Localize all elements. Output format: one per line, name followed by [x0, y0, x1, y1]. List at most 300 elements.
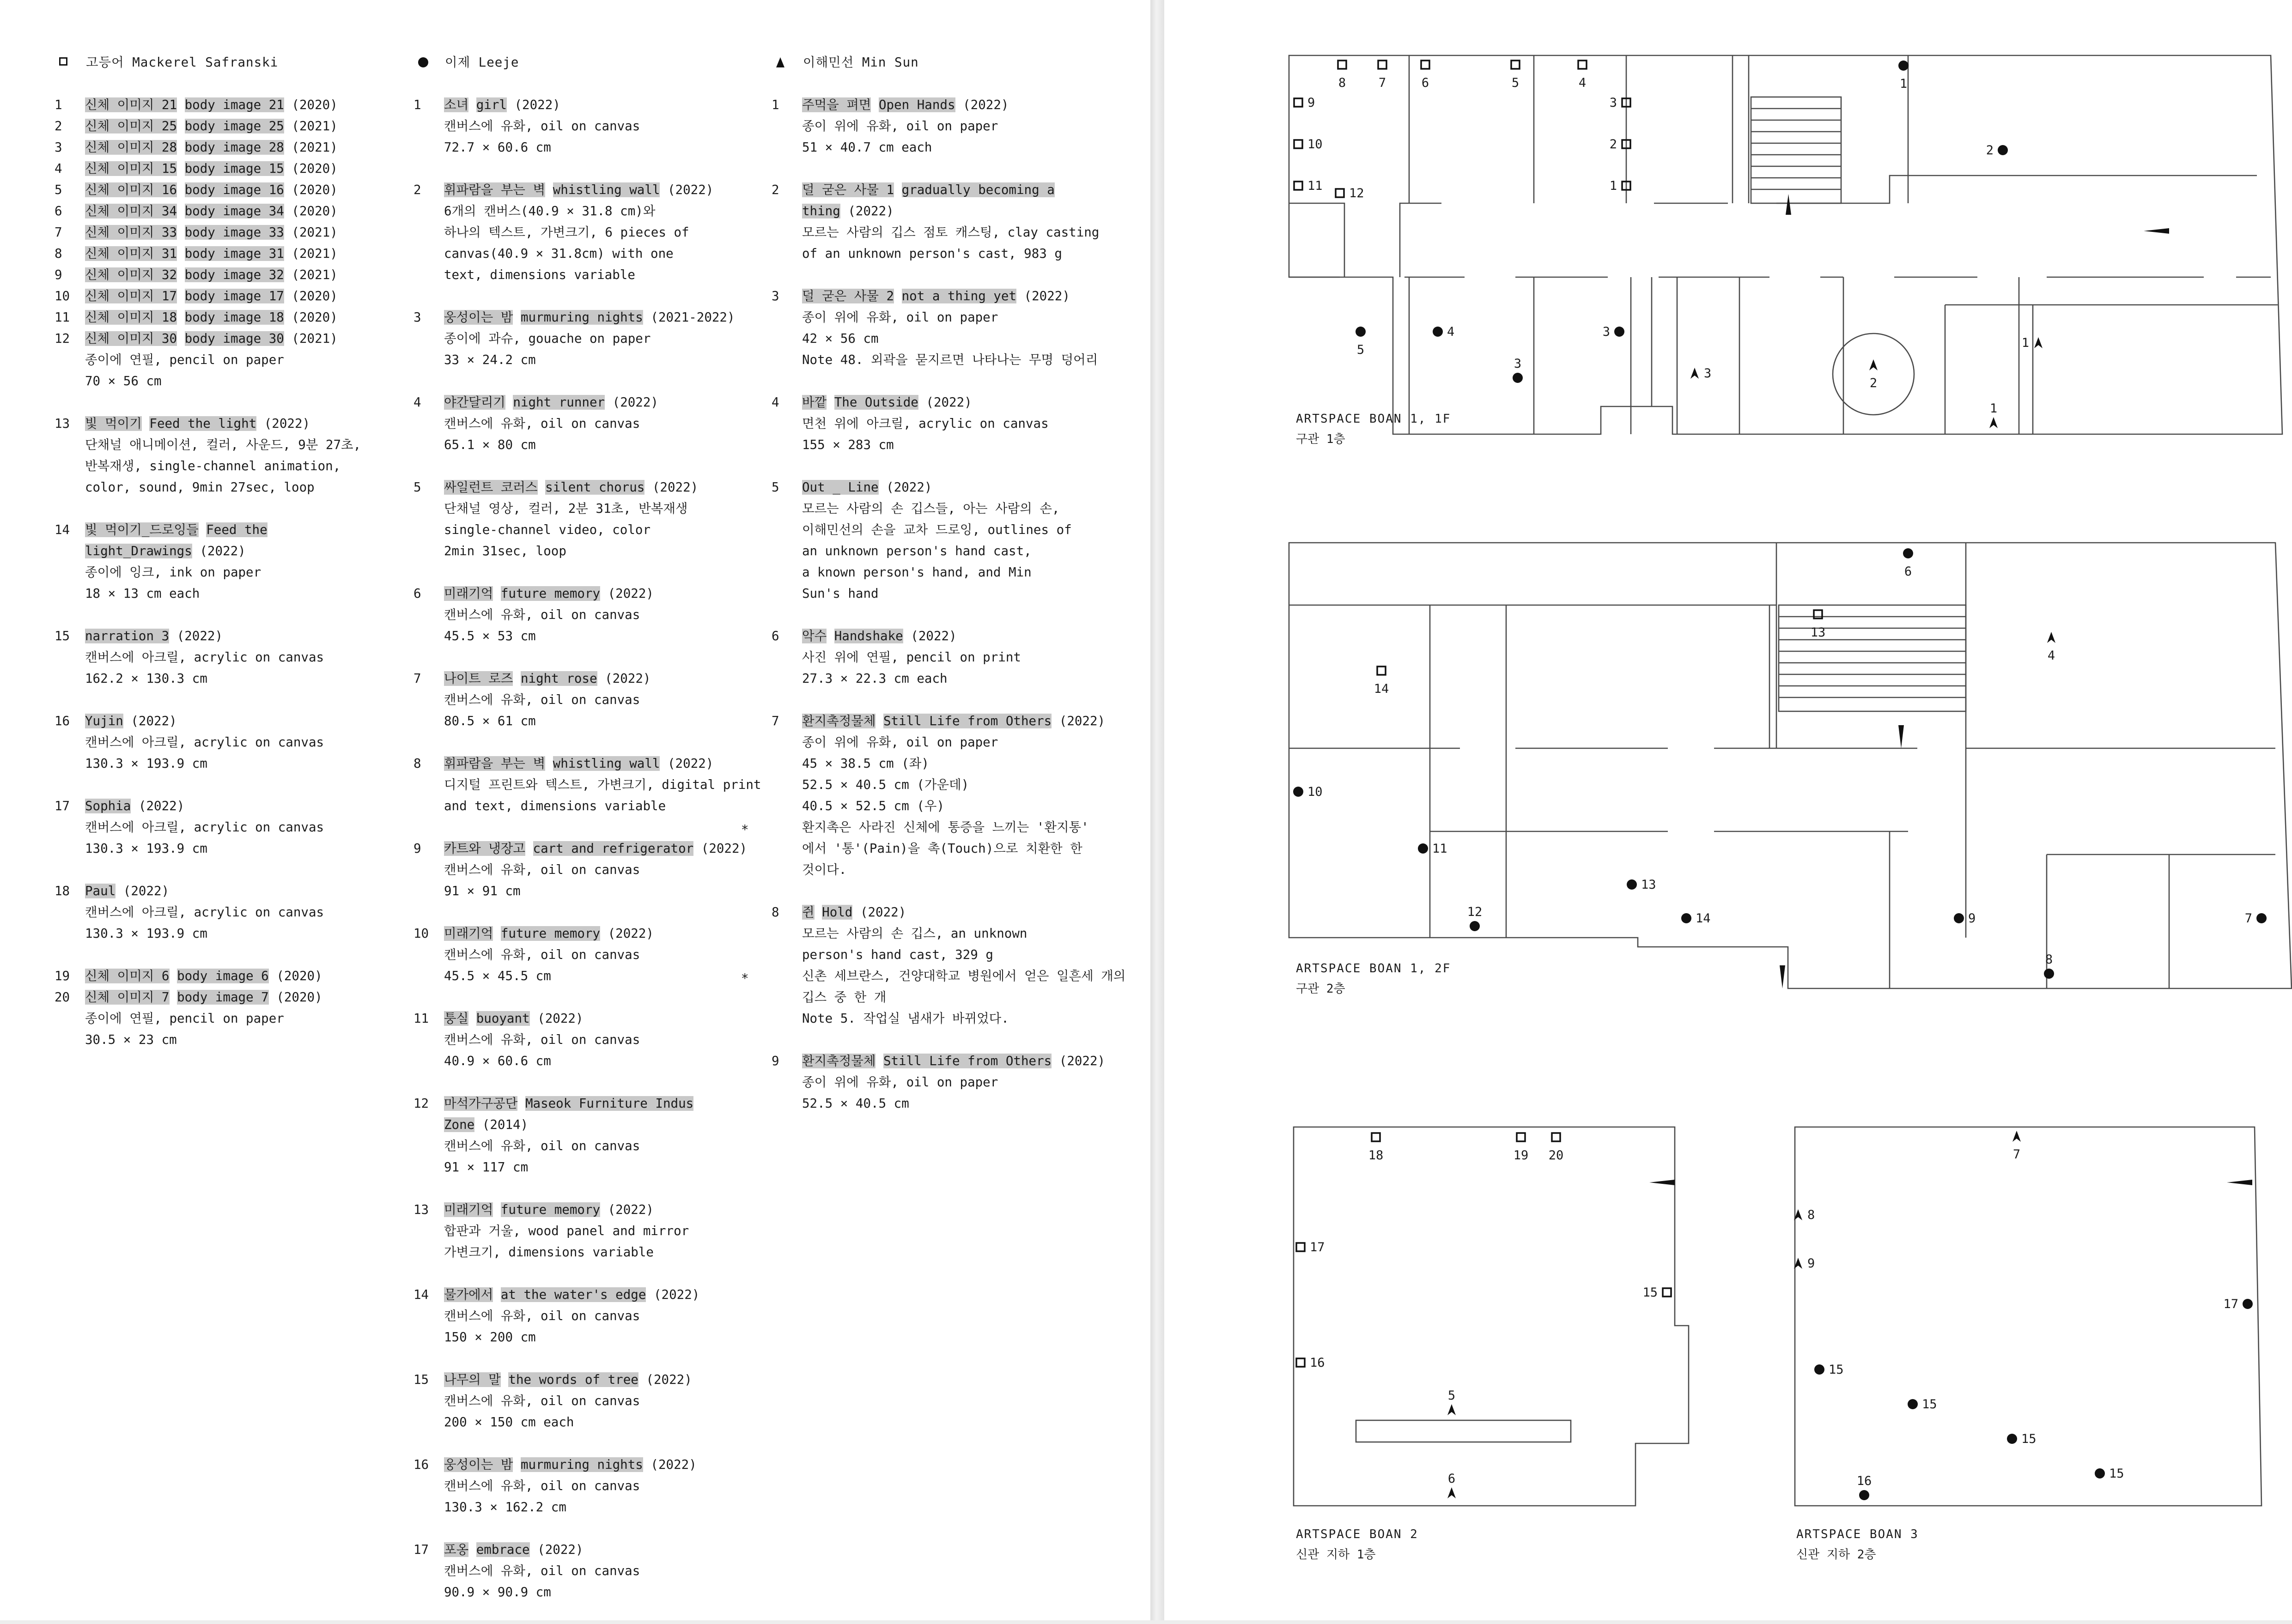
marker-number: 9 — [1307, 96, 1315, 110]
artwork-year: (2020) — [292, 289, 338, 303]
artwork-title-en: whistling wall — [553, 756, 660, 771]
artwork-number: 6 — [413, 586, 421, 601]
artwork-title-ko: 바깥 — [802, 395, 827, 410]
arrow-marker-icon — [776, 57, 784, 67]
artwork-number: 11 — [413, 1011, 429, 1026]
artwork-number: 7 — [772, 714, 779, 728]
artwork-year: (2022) — [608, 1202, 654, 1217]
marker-number: 16 — [1856, 1474, 1872, 1488]
artwork-title-line — [85, 200, 361, 222]
artwork-title-ko: 악수 — [802, 629, 827, 643]
marker-number: 3 — [1609, 96, 1617, 110]
artwork-title-en: not a thing yet — [901, 289, 1016, 303]
artwork-detail: 155 × 283 cm — [802, 437, 894, 452]
p1-artwork-marker — [1511, 61, 1520, 90]
artwork-title-en-cont: thing — [802, 204, 840, 218]
artwork-title-en: Open Hands — [878, 97, 955, 112]
artwork-year: (2020) — [292, 310, 338, 325]
artwork-number: 17 — [55, 799, 70, 813]
marker-number: 2 — [1609, 137, 1617, 151]
artwork-title-line — [444, 179, 761, 200]
artwork-title-line — [85, 137, 361, 158]
marker-number: 8 — [1807, 1208, 1815, 1222]
plan2-title: ARTSPACE BOAN 1, 2F — [1296, 962, 1451, 976]
artist-heading — [413, 52, 761, 73]
artwork-detail: 캔버스에 유화, oil on canvas — [444, 947, 640, 962]
plan3-title: ARTSPACE BOAN 2 — [1296, 1527, 1418, 1541]
arrow-marker-icon — [1690, 368, 1699, 379]
artwork-year: (2022) — [608, 586, 654, 601]
marker-number: 7 — [1378, 76, 1386, 90]
artwork-number: 6 — [772, 629, 779, 643]
artwork-year: (2022) — [926, 395, 972, 410]
artwork-year: (2021) — [292, 225, 338, 240]
p1-artwork-marker — [1989, 401, 1998, 428]
artwork-title-en: whistling wall — [553, 182, 660, 197]
artwork-number: 2 — [55, 119, 62, 133]
artist-heading — [55, 52, 361, 73]
p1-artwork-marker — [1294, 96, 1315, 110]
artwork-number: 15 — [55, 629, 70, 643]
p1-artwork-marker — [1578, 61, 1587, 90]
artwork-number: 9 — [772, 1054, 779, 1068]
artwork-detail: 18 × 13 cm each — [85, 586, 200, 601]
p1-artwork-marker — [1294, 179, 1323, 193]
arrow-marker-icon — [1989, 417, 1998, 428]
p1-artwork-marker — [2022, 336, 2043, 350]
artwork-title-en: The Outside — [834, 395, 918, 410]
artwork-detail: 6개의 캔버스(40.9 × 31.8 cm)와 — [444, 204, 656, 218]
artwork-detail: 반복재생, single-channel animation, — [85, 459, 341, 473]
artwork-detail: 하나의 텍스트, 가변크기, 6 pieces of — [444, 225, 689, 240]
artwork-detail: 사진 위에 연필, pencil on print — [802, 650, 1021, 665]
artwork-number: 1 — [772, 97, 779, 112]
artwork-title-en: cart and refrigerator — [533, 841, 694, 856]
artwork-year: (2021) — [292, 119, 338, 133]
artwork-number: 5 — [772, 480, 779, 495]
artwork-title-line — [802, 710, 1125, 732]
artwork-title-line — [85, 413, 361, 434]
artwork-detail: 27.3 × 22.3 cm each — [802, 671, 948, 686]
artwork-title-line — [85, 625, 361, 647]
artwork-title-line — [444, 1539, 761, 1560]
plan4-outline — [1795, 1127, 2262, 1506]
artwork-detail: 캔버스에 유화, oil on canvas — [444, 1032, 640, 1047]
dot-marker-icon — [1814, 1364, 1824, 1375]
artwork-title-ko: 물가에서 — [444, 1287, 493, 1302]
artwork-number: 9 — [413, 841, 421, 856]
p2-artwork-marker — [1293, 785, 1323, 799]
artwork-year: (2021) — [292, 140, 338, 155]
artwork-detail: 캔버스에 아크릴, acrylic on canvas — [85, 650, 324, 665]
artwork-entry — [55, 158, 361, 179]
artwork-note: 것이다. — [802, 862, 847, 877]
artwork-detail: an unknown person's hand cast, — [802, 544, 1032, 558]
artwork-title-en: Feed the — [206, 522, 268, 537]
artwork-title-line — [802, 625, 1125, 647]
artwork-title-line — [85, 965, 361, 987]
artwork-title-line — [444, 1284, 761, 1305]
artwork-title-ko: 신체 이미지 7 — [85, 990, 170, 1005]
artwork-title-line — [444, 1093, 761, 1114]
artwork-number: 19 — [55, 969, 70, 983]
p2-artwork-marker — [1418, 842, 1447, 856]
artwork-number: 3 — [413, 310, 421, 325]
artwork-title-line — [85, 987, 361, 1008]
artwork-number: 7 — [55, 225, 62, 240]
artwork-title-line — [444, 477, 761, 498]
p2-artwork-marker — [1374, 667, 1389, 696]
artwork-title-ko: 덜 굳은 사물 1 — [802, 182, 894, 197]
p4-artwork-marker — [1908, 1397, 1937, 1412]
p2-artwork-marker — [1467, 905, 1483, 931]
square-marker-icon — [1336, 189, 1344, 197]
artwork-year: (2022) — [537, 1542, 584, 1557]
dot-marker-icon — [1954, 913, 1964, 923]
artwork-title-ko: 주먹을 펴면 — [802, 97, 871, 112]
artwork-detail: 130.3 × 193.9 cm — [85, 756, 207, 771]
artwork-entry — [413, 392, 761, 455]
artwork-title-line — [444, 1114, 761, 1135]
artwork-entry — [55, 307, 361, 328]
artwork-title-line — [444, 392, 761, 413]
artwork-detail: 캔버스에 유화, oil on canvas — [444, 119, 640, 133]
artwork-detail: 면천 위에 아크릴, acrylic on canvas — [802, 416, 1049, 431]
p4-artwork-marker — [2007, 1432, 2037, 1446]
p1-artwork-marker — [1986, 143, 2008, 158]
artwork-title-line — [85, 540, 361, 562]
marker-number: 6 — [1904, 564, 1912, 579]
artwork-detail: 캔버스에 아크릴, acrylic on canvas — [85, 820, 324, 835]
marker-number: 12 — [1349, 186, 1364, 200]
artwork-year: (2022) — [123, 884, 170, 898]
artwork-entry — [741, 902, 1126, 1029]
artwork-entry — [413, 1369, 761, 1433]
artist-name: 이해민선 Min Sun — [803, 55, 919, 70]
artwork-title-line — [802, 94, 1125, 115]
artwork-title-en: Out _ Line — [802, 480, 879, 495]
artwork-detail: 모르는 사람의 손 깁스들, 아는 사람의 손, — [802, 501, 1060, 516]
artwork-title-ko: 신체 이미지 21 — [85, 97, 177, 112]
artwork-year: (2022) — [848, 204, 894, 218]
artwork-entry — [55, 200, 361, 222]
p3-artwork-marker — [1514, 1133, 1529, 1163]
artwork-number: 1 — [413, 97, 421, 112]
artwork-title-en: body image 6 — [177, 969, 269, 983]
artwork-title-ko: 싸일런트 코러스 — [444, 480, 538, 495]
artwork-title-line — [85, 115, 361, 137]
artwork-entry — [55, 625, 361, 689]
artwork-title-en-cont: Zone — [444, 1117, 475, 1132]
arrow-marker-icon — [1447, 1404, 1456, 1415]
artwork-detail: 캔버스에 아크릴, acrylic on canvas — [85, 735, 324, 750]
book-gutter — [1150, 0, 1164, 1620]
artwork-number: 17 — [413, 1542, 429, 1557]
artwork-year: (2021) — [292, 267, 338, 282]
p4-artwork-marker — [2095, 1466, 2124, 1481]
artwork-title-ko: 마석가구공단 — [444, 1096, 518, 1111]
artwork-title-line — [444, 838, 761, 859]
artwork-title-en: Yujin — [85, 714, 123, 728]
artwork-title-line — [85, 880, 361, 902]
artwork-entry — [413, 753, 761, 817]
dot-marker-icon — [2007, 1434, 2017, 1444]
artwork-detail: a known person's hand, and Min — [802, 565, 1032, 580]
marker-number: 10 — [1307, 137, 1323, 151]
artwork-title-en: future memory — [500, 926, 601, 941]
artwork-entry — [55, 264, 361, 285]
artwork-year: (2021) — [292, 246, 338, 261]
artwork-title-en: future memory — [500, 586, 601, 601]
artwork-detail: 캔버스에 유화, oil on canvas — [444, 1139, 640, 1153]
artwork-detail: 40.5 × 52.5 cm (우) — [802, 799, 945, 813]
artwork-title-ko: 신체 이미지 6 — [85, 969, 170, 983]
marker-number: 11 — [1432, 842, 1447, 856]
artwork-detail: 종이 위에 유화, oil on paper — [802, 310, 998, 325]
artwork-number: 13 — [413, 1202, 429, 1217]
artwork-title-line — [85, 179, 361, 200]
artwork-year: (2021-2022) — [651, 310, 735, 325]
p2-artwork-marker — [2047, 632, 2055, 663]
square-marker-icon — [1296, 1243, 1305, 1251]
plan2-outline — [1289, 543, 2292, 988]
marker-number: 15 — [1922, 1397, 1937, 1412]
artwork-entry — [55, 94, 361, 115]
artwork-detail: 캔버스에 아크릴, acrylic on canvas — [85, 905, 324, 920]
artwork-entry — [772, 285, 1125, 370]
arrow-marker-icon — [2012, 1131, 2021, 1142]
p3-artwork-marker — [1447, 1472, 1456, 1498]
artwork-title-line — [802, 200, 1125, 222]
dot-marker-icon — [2044, 969, 2054, 979]
artwork-number: 9 — [55, 267, 62, 282]
artwork-title-line — [85, 243, 361, 264]
marker-number: 15 — [1829, 1363, 1844, 1377]
marker-number: 1 — [1609, 179, 1617, 193]
artwork-entry — [55, 328, 361, 392]
p1-artwork-marker — [1898, 61, 1909, 91]
dot-marker-icon — [1627, 879, 1637, 890]
p2-artwork-marker — [1954, 911, 1976, 926]
artwork-title-line — [444, 668, 761, 689]
dot-marker-icon — [1908, 1399, 1918, 1409]
artwork-title-line — [85, 264, 361, 285]
p1-artwork-marker — [1336, 186, 1364, 200]
artwork-title-line — [802, 285, 1125, 307]
square-marker-icon — [1552, 1133, 1560, 1141]
p1-artwork-marker — [1378, 61, 1386, 90]
artwork-title-en: Still Life from Others — [883, 1054, 1052, 1068]
artwork-detail: 캔버스에 유화, oil on canvas — [444, 1309, 640, 1323]
artwork-title-line — [802, 902, 1125, 923]
artwork-title-ko: 신체 이미지 28 — [85, 140, 177, 155]
artwork-detail: 종이에 연필, pencil on paper — [85, 352, 284, 367]
marker-number: 9 — [1807, 1256, 1815, 1271]
artwork-title-en: body image 7 — [177, 990, 269, 1005]
artwork-year: (2021) — [292, 331, 338, 346]
artwork-title-line — [802, 477, 1125, 498]
square-marker-icon — [1294, 140, 1302, 148]
artwork-number: 13 — [55, 416, 70, 431]
artwork-title-en: body image 17 — [184, 289, 284, 303]
artwork-detail: person's hand cast, 329 g — [802, 947, 993, 962]
artwork-title-en-cont: light_Drawings — [85, 544, 192, 558]
artwork-detail: 130.3 × 193.9 cm — [85, 841, 207, 856]
artwork-detail: 디지털 프린트와 텍스트, 가변크기, digital print — [444, 777, 761, 792]
artwork-title-en: body image 30 — [184, 331, 284, 346]
artwork-title-line — [444, 1454, 761, 1475]
artwork-number: 16 — [413, 1457, 429, 1472]
p1-artwork-marker — [1690, 366, 1711, 381]
artwork-entry — [55, 222, 361, 243]
artwork-title-ko: 환지촉정물체 — [802, 1054, 876, 1068]
arrow-marker-icon — [1869, 359, 1878, 370]
p3-artwork-marker — [1296, 1356, 1325, 1370]
artwork-title-line — [444, 1008, 761, 1029]
square-marker-icon — [1663, 1288, 1671, 1297]
right-page-floor-plans — [1164, 0, 2292, 1620]
artwork-title-ko: 퉁실 — [444, 1011, 469, 1026]
marker-number: 14 — [1374, 682, 1389, 696]
artwork-title-line — [444, 1369, 761, 1390]
artwork-title-en: Sophia — [85, 799, 131, 813]
artwork-year: (2022) — [911, 629, 957, 643]
artwork-note: 환지촉은 사라진 신체에 통증을 느끼는 '환지통' — [802, 820, 1089, 835]
marker-number: 15 — [2021, 1432, 2037, 1446]
artwork-number: 4 — [55, 161, 62, 176]
artwork-detail: 150 × 200 cm — [444, 1330, 536, 1345]
artwork-year: (2022) — [1024, 289, 1070, 303]
artwork-number: 12 — [413, 1096, 429, 1111]
dot-marker-icon — [1614, 327, 1624, 337]
artwork-year: (2022) — [860, 905, 906, 920]
artwork-title-ko: 포옹 — [444, 1542, 469, 1557]
artwork-year: (2022) — [653, 1287, 700, 1302]
artwork-number: 6 — [55, 204, 62, 218]
p1-artwork-marker — [1603, 325, 1624, 339]
artwork-entry — [55, 285, 361, 307]
artwork-entry — [413, 94, 761, 158]
artwork-number: 11 — [55, 310, 70, 325]
artwork-number: 3 — [772, 289, 779, 303]
marker-number: 15 — [1642, 1285, 1658, 1300]
dot-marker-icon — [1433, 327, 1443, 337]
artwork-number: 14 — [55, 522, 70, 537]
artwork-year: (2022) — [608, 926, 654, 941]
artwork-year: (2022) — [200, 544, 246, 558]
artwork-title-ko: 웅성이는 밤 — [444, 1457, 513, 1472]
dot-marker-icon — [2243, 1299, 2253, 1309]
artwork-entry — [413, 307, 761, 370]
artwork-detail: 91 × 91 cm — [444, 884, 521, 898]
marker-number: 13 — [1641, 878, 1656, 892]
artwork-title-en: body image 31 — [184, 246, 284, 261]
artwork-title-line — [444, 753, 761, 774]
artist-heading — [772, 52, 1125, 73]
artwork-entry — [772, 1050, 1125, 1114]
artwork-title-ko: 신체 이미지 31 — [85, 246, 177, 261]
artwork-detail: 캔버스에 유화, oil on canvas — [444, 862, 640, 877]
artwork-year: (2022) — [701, 841, 748, 856]
dot-marker-icon — [2095, 1468, 2105, 1479]
artwork-detail: 42 × 56 cm — [802, 331, 879, 346]
artwork-year: (2020) — [292, 182, 338, 197]
artwork-number: 15 — [413, 1372, 429, 1387]
artwork-year: (2022) — [646, 1372, 692, 1387]
artwork-title-en: buoyant — [476, 1011, 530, 1026]
artwork-entry — [413, 668, 761, 732]
marker-number: 8 — [2045, 952, 2053, 967]
artwork-title-ko: 덜 굳은 사물 2 — [802, 289, 894, 303]
artwork-entry — [772, 625, 1125, 689]
artwork-detail: 2min 31sec, loop — [444, 544, 566, 558]
dot-marker-icon — [1903, 548, 1913, 558]
artwork-number: 5 — [413, 480, 421, 495]
dot-marker-icon — [1898, 61, 1909, 71]
artwork-detail: 합판과 거울, wood panel and mirror — [444, 1224, 689, 1238]
artwork-title-en: body image 21 — [184, 97, 284, 112]
artwork-detail: 52.5 × 40.5 cm (가운데) — [802, 777, 969, 792]
marker-number: 13 — [1810, 625, 1826, 640]
asterisk-icon: ∗ — [741, 820, 749, 835]
marker-number: 6 — [1447, 1472, 1456, 1486]
plan1-subtitle: 구관 1층 — [1296, 432, 1345, 446]
artwork-title-line — [802, 392, 1125, 413]
artwork-title-line — [85, 222, 361, 243]
artwork-title-ko: 미래기억 — [444, 926, 493, 941]
artwork-note: 신촌 세브란스, 건양대학교 병원에서 얻은 일흔세 개의 — [802, 969, 1126, 983]
artwork-year: (2020) — [292, 161, 338, 176]
p1-artwork-marker — [1869, 359, 1878, 390]
p1-artwork-marker — [1356, 327, 1366, 357]
marker-number: 3 — [1704, 366, 1712, 381]
artwork-title-ko: 신체 이미지 32 — [85, 267, 177, 282]
marker-number: 1 — [1899, 77, 1908, 91]
marker-number: 7 — [2012, 1147, 2021, 1162]
marker-number: 9 — [1968, 911, 1976, 926]
artwork-number: 5 — [55, 182, 62, 197]
square-marker-icon — [1578, 61, 1587, 69]
dot-marker-icon — [1998, 145, 2008, 155]
asterisk-icon: ∗ — [741, 969, 749, 983]
square-marker-icon — [59, 57, 67, 66]
marker-number: 5 — [1447, 1388, 1456, 1403]
artwork-title-ko: 신체 이미지 34 — [85, 204, 177, 218]
artwork-detail: single-channel video, color — [444, 522, 651, 537]
artwork-entry — [413, 1093, 761, 1178]
marker-number: 11 — [1307, 179, 1323, 193]
plan4-title: ARTSPACE BOAN 3 — [1796, 1527, 1919, 1541]
artwork-detail: 80.5 × 61 cm — [444, 714, 536, 728]
artwork-number: 20 — [55, 990, 70, 1005]
artwork-detail: 종이 위에 유화, oil on paper — [802, 1075, 998, 1090]
artwork-entry — [413, 583, 761, 647]
artwork-title-line — [444, 1199, 761, 1220]
artwork-title-en: silent chorus — [545, 480, 645, 495]
plan4-label — [1796, 1524, 1919, 1565]
artwork-entry — [55, 137, 361, 158]
artwork-detail: 130.3 × 193.9 cm — [85, 926, 207, 941]
artwork-year: (2022) — [652, 480, 699, 495]
artwork-title-en: Paul — [85, 884, 116, 898]
artwork-title-ko: 신체 이미지 25 — [85, 119, 177, 133]
artwork-entry — [413, 1539, 761, 1603]
p1-artwork-marker — [1610, 96, 1630, 110]
artwork-number: 4 — [413, 395, 421, 410]
artwork-detail: 40.9 × 60.6 cm — [444, 1054, 551, 1068]
artwork-detail: 72.7 × 60.6 cm — [444, 140, 551, 155]
artwork-entry — [772, 477, 1125, 604]
